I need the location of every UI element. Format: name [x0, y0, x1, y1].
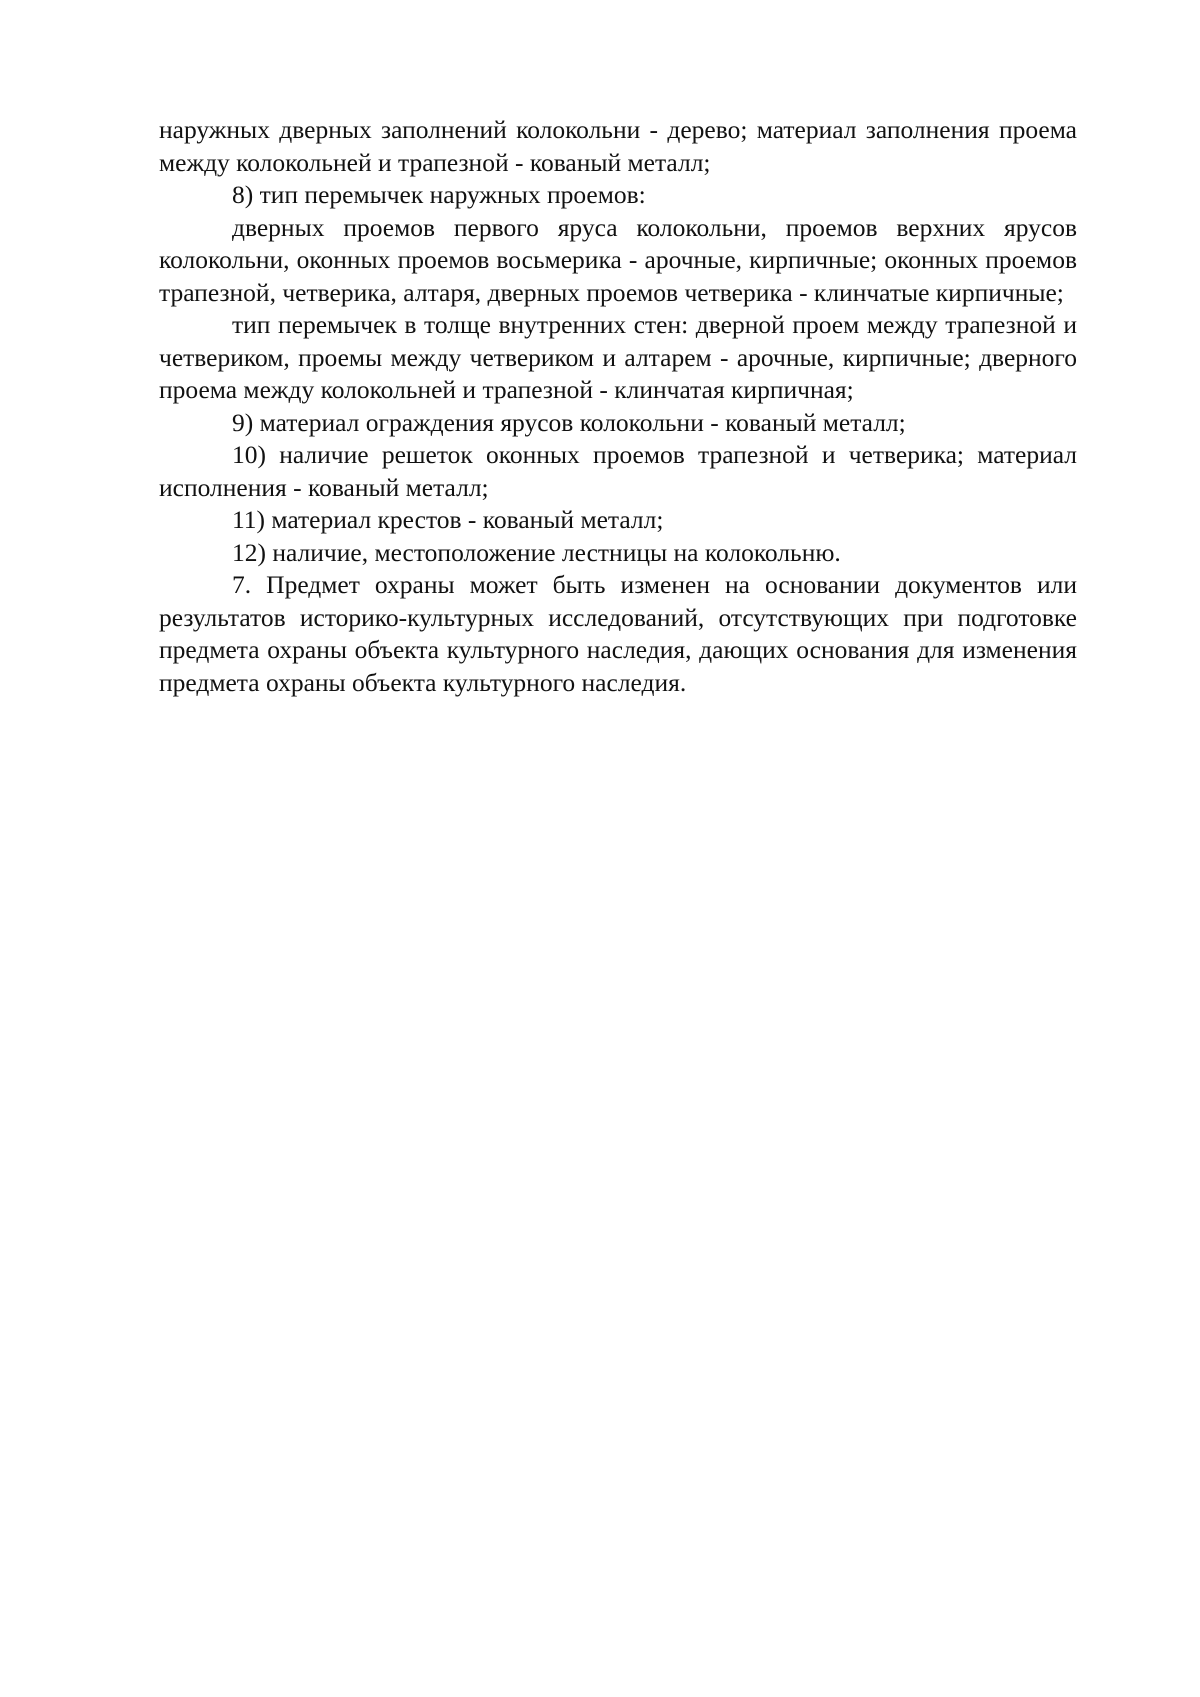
- paragraph-section-7: 7. Предмет охраны может быть изменен на основании документов или результатов историко-культурных исследований, отсутствующих при подготовке предмета охраны объекта культурного наследия, дающих основания для изменения предмета охраны объекта культурного наследия.: [159, 570, 1077, 697]
- paragraph-item-10: 10) наличие решеток оконных проемов трапезной и четверика; материал исполнения - кованый металл;: [159, 440, 1077, 502]
- paragraph-item-11: 11) материал крестов - кованый металл;: [232, 505, 664, 534]
- paragraph-item-12: 12) наличие, местоположение лестницы на колокольню.: [232, 537, 841, 567]
- paragraph-item-9: 9) материал ограждения ярусов колокольни - кованый металл;: [232, 407, 906, 437]
- paragraph-doors-fill-materials: наружных дверных заполнений колокольни - дерево; материал заполнения проема между колокольней и трапезной - кованый металл;: [159, 115, 1077, 177]
- paragraph-external-lintels: дверных проемов первого яруса колокольни, проемов верхних ярусов колокольни, оконных проемов восьмерика - арочные, кирпичные; оконных проемов трапезной, четверика, алтаря, дверных проемов четверика - клинчатые кирпичные;: [159, 212, 1077, 307]
- paragraph-internal-lintels: тип перемычек в толще внутренних стен: дверной проем между трапезной и четвериком, проемы между четвериком и алтарем - арочные, кирпичные; дверного проема между колокольней и трапезной - клинчатая кирпичная;: [159, 310, 1077, 404]
- paragraph-item-8-heading: 8) тип перемычек наружных проемов:: [232, 180, 646, 209]
- document-body: [159, 114, 1077, 699]
